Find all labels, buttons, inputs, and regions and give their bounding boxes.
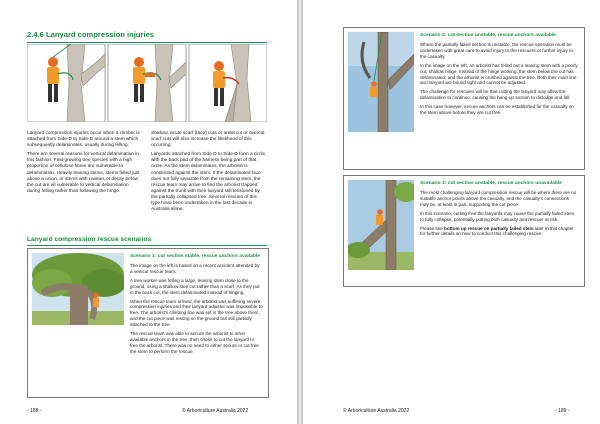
intro-column-1: [27, 131, 143, 198]
scenario-1-box: [27, 248, 269, 398]
intro-column-2: [151, 131, 267, 216]
section-rule: [27, 42, 267, 43]
scenario-paragraph: In this case however, secure anchors can be established for the casualty on the stem above before they are cut free.: [420, 104, 574, 116]
scenario-paragraph: The challenge for rescuers will be that cutting the lanyard may allow the delamination to continue, causing the hung-up section to dislodge and fall.: [420, 89, 571, 101]
panel-1: [27, 44, 105, 122]
page-number-right: - 189 -: [555, 408, 570, 414]
rescue-scenarios-subheading: Lanyard compression rescue scenarios: [27, 236, 152, 243]
intro-paragraph: Shallow, acute scarf (face) cuts or undercut or overcut scarf cuts will also increase the likelihood of this occurring.: [151, 131, 265, 149]
page-number-left: - 188 -: [27, 408, 42, 414]
scenario-paragraph: Where the partially failed section is unstable, the rescue operation must be undertaken with great care to avoid injury to the rescuers or further injury to the casualty.: [420, 42, 573, 59]
copyright-footer-right: © Arboriculture Australia 2022: [343, 408, 410, 414]
scenario-1-illustration: [32, 253, 124, 325]
scenario-3-body: [420, 190, 578, 237]
right-page: [303, 0, 600, 424]
scenario-1-body: [130, 263, 263, 355]
scenario-3-box: [343, 175, 585, 287]
subheading-rule: [27, 245, 267, 246]
intro-paragraph: Lanyard compression injuries occur when a climber is attached from Side-D to Side-D around a stem which subsequently delaminates, usually during felling.: [27, 131, 140, 149]
scenario-1-title: Scenario 1: cut section stable, rescue anchors available: [130, 254, 260, 259]
section-heading: 2.4.6 Lanyard compression injuries: [27, 30, 155, 39]
scenario-paragraph: The most challenging lanyard compression rescue will be where there are no suitable anchor points above the casualty, and the casualty's connections may be, at least in part, supporting the cut piece.: [420, 190, 577, 207]
scenario-closing-paragraph: [420, 226, 578, 238]
cross-reference-link[interactable]: bottom up rescue on partially failed stem: [444, 225, 534, 231]
scenario-2-content: [420, 33, 578, 119]
intro-paragraph: Lanyards attached from Side-D to Side-D form a circle, with the back pad of the harness being part of that circle. As the stem delaminates, the arborist is constricted against the stem. If the delaminated face does not fully separate from the remaining stem, the rescue team may arrive to find the arborist trapped against the trunk with their lanyard still tensioned by the partially collapsed tree. Several rescues of this type have been undertaken in the last decade in Australia alone.: [151, 152, 267, 213]
scenario-2-illustration: [348, 32, 414, 132]
copyright-footer-left: © Arboriculture Australia 2022: [182, 408, 249, 414]
scenario-2-title: Scenario 2: cut section unstable, rescue anchors available: [420, 33, 556, 38]
scenario-3-illustration: [348, 180, 414, 270]
scenario-2-body: [420, 42, 578, 116]
closing-text: Please see: [420, 225, 445, 231]
scenario-paragraph: The rescue team was able to secure the arborist to other available anchors in the tree, then chose to cut the lanyard to free the arborist. There was no need to either secure or cut free the stem to perform the rescue.: [130, 331, 259, 354]
intro-paragraph: There are several reasons for vertical delamination in this fashion. Fast-growing tree species with a high proportion of cellulose fibres are vulnerable to delamination. Heavily leaning stems, stems felled just above a union, or stems with cavities or decay below the cut are all vulnerable to vertical delamination during felling rather than following the hinge.: [27, 152, 140, 194]
scenario-paragraph: In this scenario, cutting free the lanyards may cause the partially failed stem to fully collapse, potentially putting both casualty and rescuer at risk.: [420, 210, 575, 222]
panel-2: [108, 44, 186, 122]
scenario-paragraph: In the image on the left, an arborist has felled out a leaning stem with a poorly cut, shallow hinge. Instead of the hinge working, the stem below the cut has delaminated, and the arborist is crushed against the tree. Both their main line and lanyard are bound tight and cannot be adjusted.: [420, 62, 578, 86]
closing-text: later in this chapter for further details on how to conduct this challenging rescue.: [420, 225, 574, 237]
scenario-3-content: [420, 181, 578, 240]
scenario-3-title: Scenario 3: cut section unstable, rescue anchors unavailable: [420, 181, 562, 186]
scenario-paragraph: The image on the left is based on a recent accident attended by a vertical rescue team.: [130, 263, 260, 274]
panel-3: [189, 44, 267, 122]
scenario-2-box: [343, 27, 585, 170]
lanyard-compression-illustration: [27, 44, 267, 122]
scenario-1-content: [130, 254, 263, 358]
scenario-paragraph: When the rescue team arrived, the arborist was suffering severe compression injuries and their lanyard adjustor was impossible to free. The arborist's climbing line was set in the tree above them, and the cut piece was resting on the ground but still partially attached to the tree.: [130, 298, 263, 328]
left-page: [0, 0, 297, 424]
scenario-paragraph: A tree worker was felling a large, leaning stem close to the ground, using a shallow step cut rather than a scarf. As they put in the back cut, the stem delaminated instead of hinging.: [130, 277, 260, 295]
